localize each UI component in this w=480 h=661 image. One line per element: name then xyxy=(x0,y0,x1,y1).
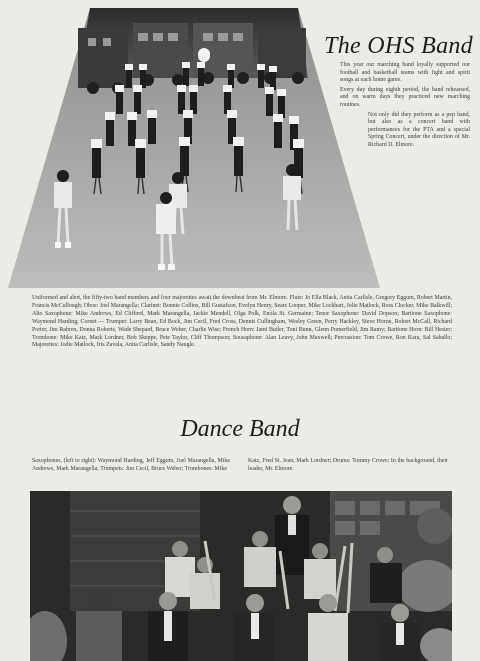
band-intro xyxy=(340,62,470,152)
band-title: The OHS Band xyxy=(324,33,473,59)
dance-caption-left: Saxophones, (left to right): Waymond Harding, Jeff Eggum, Joel Marangella, Mike Andrews, Mark Marangella; Trumpets: Jim Cecil, Bruce Weber; Trombones: Mike xyxy=(32,458,230,472)
intro-paragraph: This year our marching band loyally supported our football and basketball teams with fight and spirit songs at each home game. xyxy=(340,62,470,84)
intro-paragraph: Not only did they perform as a pep band, but also as a concert band with performances for the PTA and a special Spring Concert, under the direction of Mr. Richard D. Elmore. xyxy=(368,111,470,148)
dance-band-title: Dance Band xyxy=(180,416,300,442)
dance-band-photo xyxy=(30,491,452,661)
intro-paragraph: Every day during eighth period, the band rehearsed, and on warm days they practiced new marching routines. xyxy=(340,86,470,108)
band-caption: Uniformed and alert, the fifty-two band members and four majorettes await the downbeat from Mr. Elmore. Flute: Jo Ella Black, Anita Carlisle, Gregory Eggum, Robert Martin, Francis McCullough; Oboe: Joel Marangella; Clarinet: Bonnie Collins, Bill Gustafson, Evelyn Henry, Sears Looper, Mike Lockhart, Jolie Matlock, Ross Clocker, Mike Balkwill; Alto Saxophone: Mike Andrews, Ed Clifford, Mark Marangella, Jackie Mendell, Olga Polk, Enola St. Germaine; Tenor Saxophone: David Dopson; Baritone Saxophone: Waymond Harding; Cornet — Trumpet: Larry Bean, Ed Bock, Jim Cecil, Fred Cross, Dennis Cullingham, Wesley Green, Perry Hackley, Steve Horne, Robert McCall, Richard Porter, Jim Rabren, Donna Roberts, Wade Shepard, Bruce Weber, Charlie Wise; French Horn: Jami Butler, Toni Bunn, Glenn Pomerfield, Jim Ramy; Baritone Horn: Bill Hester; Trombone: Mike Katz, Mark Lordner, Bob Skeppe, Pete Taylor, Cliff Thompson; Sousaphone: Alan Leavy, John Maxwell; Percussion: Tom Crowe, Ron Kara, Sal Saballo; Majorettes: Jodie Matlock, Iris Zavala, Anita Carlisle, Sandy Naugle. xyxy=(32,295,452,349)
dance-caption-right: Katz, Fred St. Jean, Mark Lordner; Drums: Tommy Crowe; In the background, their leader, Mr. Elmore. xyxy=(248,458,448,472)
